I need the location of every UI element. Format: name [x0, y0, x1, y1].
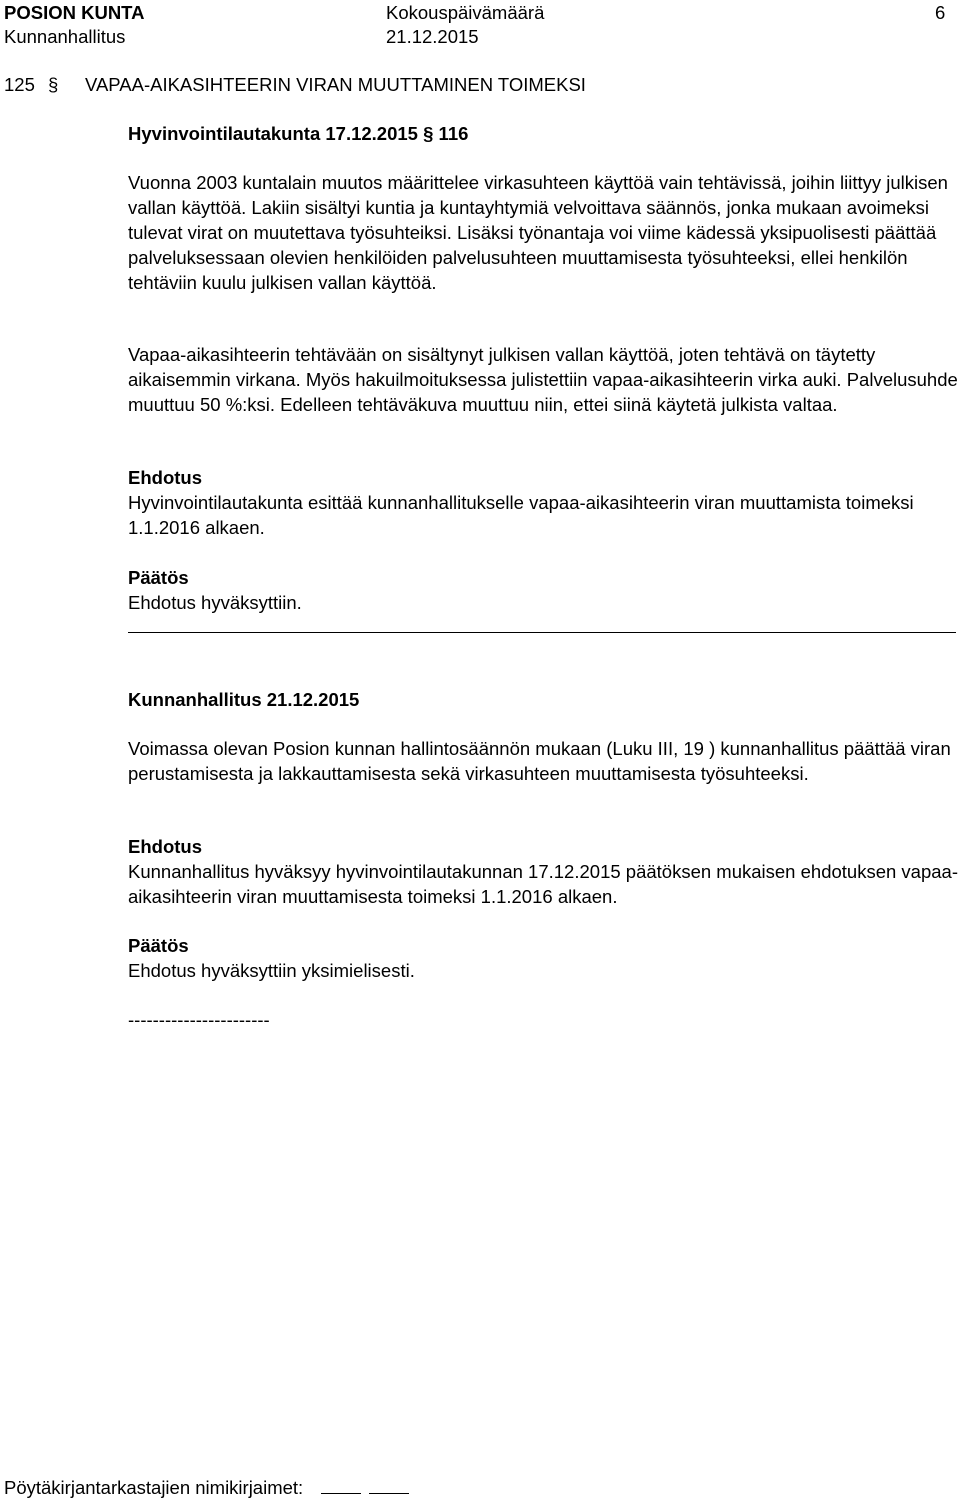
board-paragraph-2: Vapaa-aikasihteerin tehtävään on sisältynyt julkisen vallan käyttöä, joten tehtävä on täytetty aikaisemmin virkana. Myös hakuilmoituksessa julistettiin vapaa-aikasihteerin virka auki. Palvelusuhde muuttuu 50 %:ksi. Edelleen tehtäväkuva muuttuu niin, ettei siinä käytetä julkista valtaa.	[128, 344, 958, 415]
meeting-date-label: Kokouspäivämäärä	[386, 2, 545, 23]
meeting-date: 21.12.2015	[386, 26, 479, 47]
proposal-text: Kunnanhallitus hyväksyy hyvinvointilautakunnan 17.12.2015 päätöksen mukaisen ehdotuksen vapaa-aikasihteerin viran muuttamisesta toimeksi 1.1.2016 alkaen.	[128, 861, 958, 907]
signature-footer	[4, 1475, 409, 1500]
council-decision	[128, 933, 958, 983]
decision-text: Ehdotus hyväksyttiin yksimielisesti.	[128, 960, 415, 981]
board-paragraph-1: Vuonna 2003 kuntalain muutos määrittelee virkasuhteen käyttöä vain tehtävissä, joihin liittyy julkisen vallan käyttöä. Lakiin sisältyi kuntia ja kuntayhtymiä velvoittava säännös, jonka mukaan avoimeksi tulevat virat on muutettava työsuhteiksi. Lisäksi työnantaja voi viime kädessä yksipuolisesti päättää palveluksessaan olevien henkilöiden palvelusuhteen muuttamisesta työsuhteeksi, ellei henkilön tehtäviin kuulu julkisen vallan käyttöä.	[128, 172, 948, 293]
governing-body: Kunnanhallitus	[4, 26, 126, 47]
signature-line	[369, 1493, 409, 1494]
end-marker: -----------------------	[128, 1009, 270, 1030]
board-heading-mark: §	[423, 123, 434, 144]
decision-label: Päätös	[128, 567, 189, 588]
council-heading: Kunnanhallitus 21.12.2015	[128, 689, 360, 710]
item-number: 125	[4, 74, 35, 95]
board-heading-text: Hyvinvointilautakunta 17.12.2015	[128, 123, 418, 144]
item-title: VAPAA-AIKASIHTEERIN VIRAN MUUTTAMINEN TOIMEKSI	[85, 74, 586, 95]
decision-text: Ehdotus hyväksyttiin.	[128, 592, 302, 613]
org-name: POSION KUNTA	[4, 2, 145, 23]
decision-label: Päätös	[128, 935, 189, 956]
board-heading	[128, 121, 468, 146]
section-mark: §	[48, 74, 59, 95]
section-divider	[128, 632, 956, 633]
board-decision	[128, 565, 958, 615]
proposal-text: Hyvinvointilautakunta esittää kunnanhallitukselle vapaa-aikasihteerin viran muuttamista toimeksi 1.1.2016 alkaen.	[128, 492, 914, 538]
board-proposal	[128, 465, 958, 540]
page-number: 6	[935, 2, 946, 23]
signature-line	[321, 1493, 361, 1494]
proposal-label: Ehdotus	[128, 836, 202, 857]
signature-label: Pöytäkirjantarkastajien nimikirjaimet:	[4, 1477, 304, 1498]
council-proposal	[128, 834, 958, 909]
council-paragraph-1: Voimassa olevan Posion kunnan hallintosäännön mukaan (Luku III, 19 ) kunnanhallitus päättää viran perustamisesta ja lakkauttamisesta sekä virkasuhteen muuttamisesta työsuhteeksi.	[128, 738, 951, 784]
board-heading-number: 116	[438, 123, 469, 144]
proposal-label: Ehdotus	[128, 467, 202, 488]
